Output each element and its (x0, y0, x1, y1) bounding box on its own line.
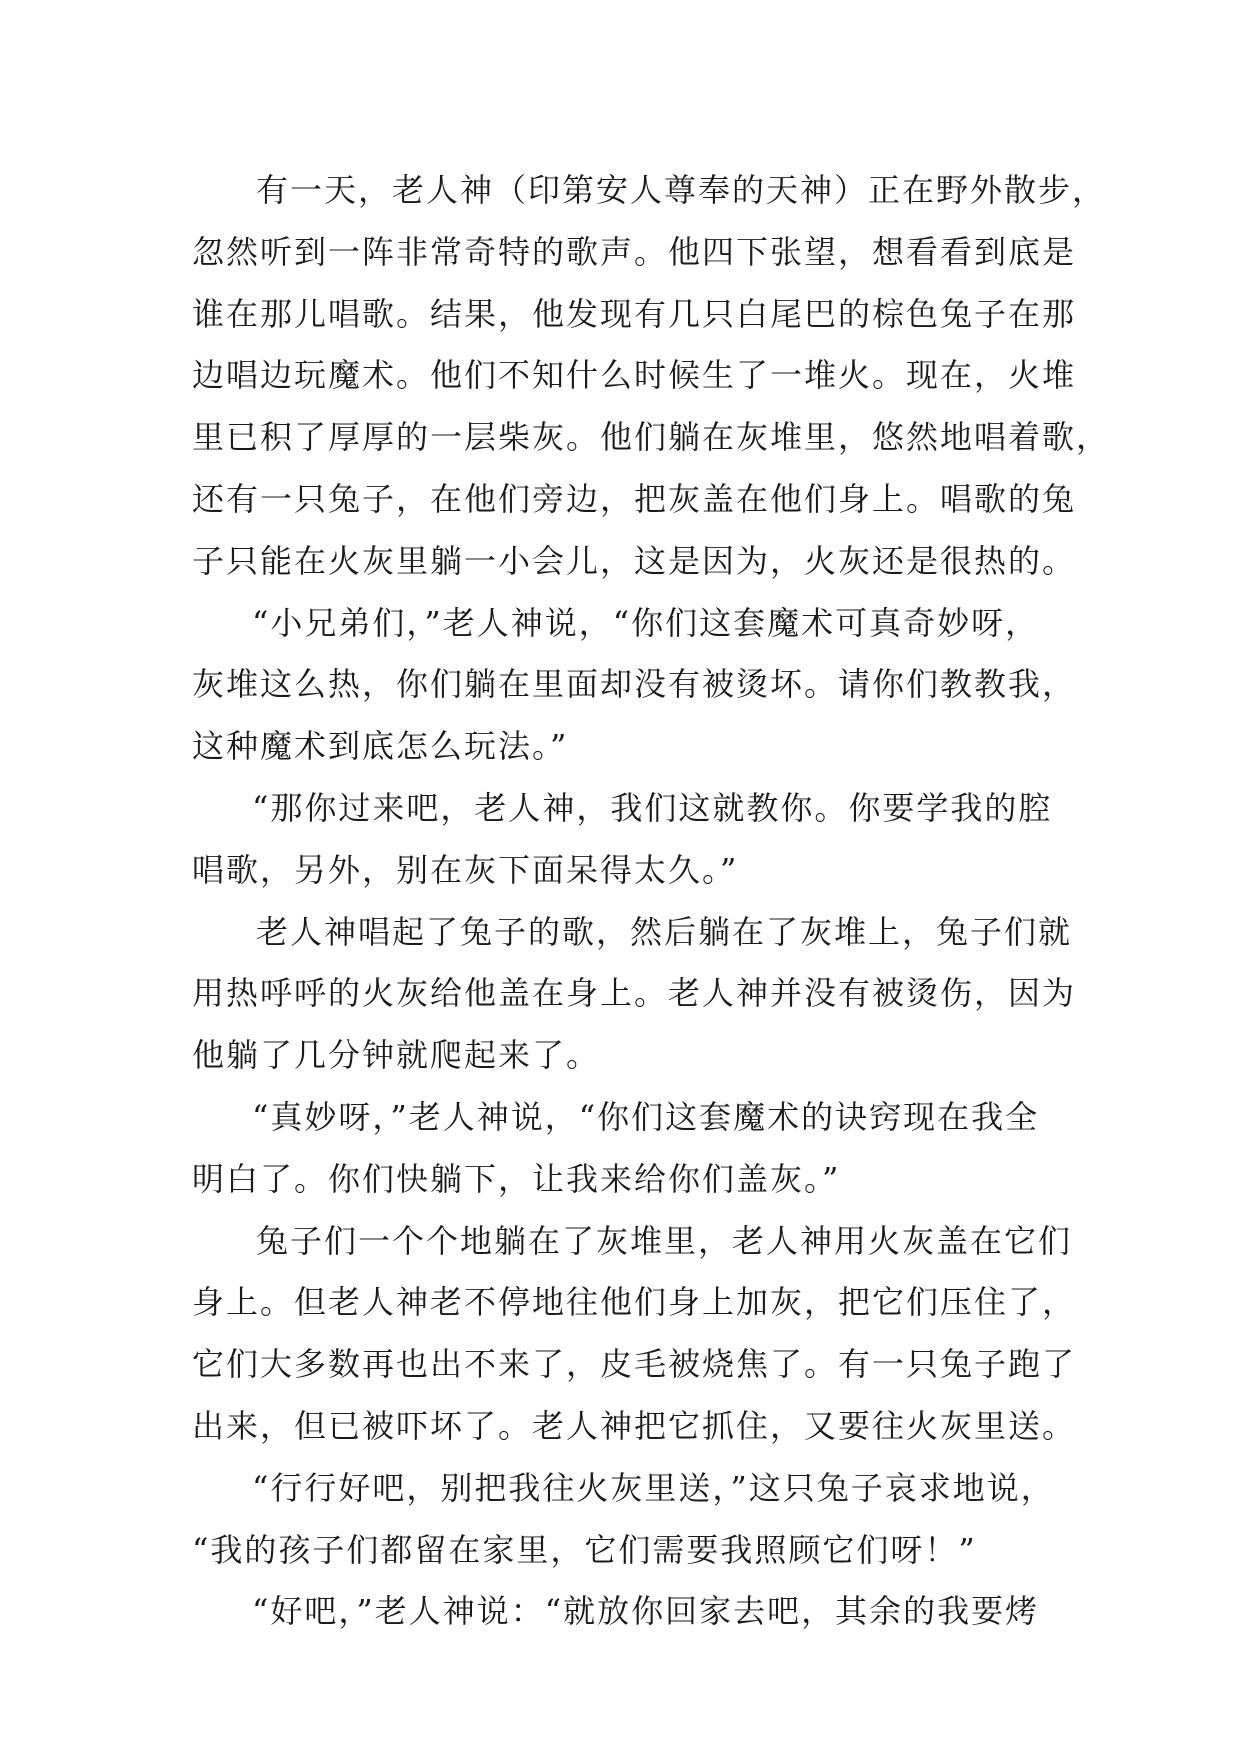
text-line: 他躺了几分钟就爬起来了。 (192, 1036, 601, 1075)
text-line: 边唱边玩魔术。他们不知什么时候生了一堆火。现在，火堆 (192, 356, 1077, 395)
text-line: 它们大多数再也出不来了，皮毛被烧焦了。有一只兔子跑了 (192, 1345, 1077, 1384)
text-line: 老人神唱起了兔子的歌，然后躺在了灰堆上，兔子们就 (256, 912, 1073, 951)
text-line: “真妙呀，”老人神说，“你们这套魔术的诀窍现在我全 (252, 1097, 1040, 1136)
text-line: “那你过来吧，老人神，我们这就教你。你要学我的腔 (252, 788, 1053, 827)
text-line: 忽然听到一阵非常奇特的歌声。他四下张望，想看看到底是 (192, 232, 1077, 271)
text-line: 灰堆这么热，你们躺在里面却没有被烫坏。请你们教教我， (192, 665, 1077, 704)
text-line: 这种魔术到底怎么玩法。” (192, 727, 569, 766)
text-line: 还有一只兔子，在他们旁边，把灰盖在他们身上。唱歌的兔 (192, 479, 1077, 518)
text-line: 出来，但已被吓坏了。老人神把它抓住，又要往火灰里送。 (192, 1406, 1077, 1445)
text-line: 有一天，老人神（印第安人尊奉的天神）正在野外散步， (256, 171, 1107, 209)
text-line: 用热呼呼的火灰给他盖在身上。老人神并没有被烫伤，因为 (192, 974, 1077, 1013)
text-line: “我的孩子们都留在家里，它们需要我照顾它们呀！” (192, 1530, 977, 1569)
text-line: “小兄弟们，”老人神说，“你们这套魔术可真奇妙呀， (252, 603, 1040, 642)
text-line: “好吧，”老人神说：“就放你回家去吧，其余的我要烤 (252, 1592, 1040, 1631)
story-text (192, 160, 1111, 1643)
text-line: “行行好吧，别把我往火灰里送，”这只兔子哀求地说， (252, 1468, 1055, 1507)
text-line: 明白了。你们快躺下，让我来给你们盖灰。” (192, 1159, 841, 1198)
text-line: 唱歌，另外，别在灰下面呆得太久。” (192, 850, 739, 889)
text-line: 子只能在火灰里躺一小会儿，这是因为，火灰还是很热的。 (192, 541, 1077, 580)
text-line: 身上。但老人神老不停地往他们身上加灰，把它们压住了， (192, 1283, 1077, 1322)
text-line: 兔子们一个个地躺在了灰堆里，老人神用火灰盖在它们 (256, 1221, 1073, 1260)
text-line: 里已积了厚厚的一层柴灰。他们躺在灰堆里，悠然地唱着歌， (192, 418, 1111, 457)
text-line: 谁在那儿唱歌。结果，他发现有几只白尾巴的棕色兔子在那 (192, 294, 1077, 333)
